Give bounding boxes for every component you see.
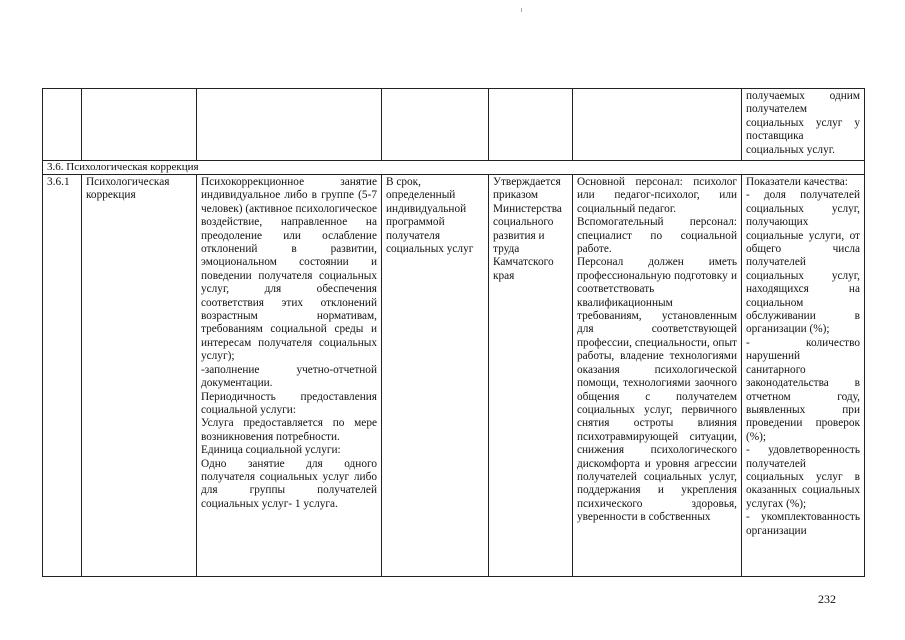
quality-paragraph: - количество нарушений санитарного законодательства в отчетном году, выявленных при проведении проверок (%);	[746, 336, 860, 443]
conditions-paragraph: Вспомогательный персонал: специалист по социальной работе.	[577, 216, 737, 256]
section-row	[43, 161, 865, 175]
description-paragraph: Психокоррекционное занятие индивидуальное либо в группе (5-7 человек) (активное психологическое воздействие, направленное на преодоление или ослабление отклонений в развитии, эмоциональном состоянии и поведении получателя социальных услуг, для обеспечения соответствия этих отклонений возрастным нормативам, требованиям социальной среды и интересам получателя социальных услуг);	[201, 176, 377, 363]
quality-paragraph: - удовлетворенность получателей социальных услуг в оказанных социальных услугах (%);	[746, 444, 860, 510]
cell-description-empty	[197, 89, 382, 161]
conditions-paragraph: Персонал должен иметь профессиональную подготовку и соответствовать квалификационным требованиям, установленным для соответствующей профессии, специальности, опыт работы, владение технологиями оказания психологической помощи, технологиями заочного общения с получателем социальных услуг, первичного снятия остроты влияния психотравмирующей ситуации, снижения психологического дискомфорта и уровня агрессии получателей социальных услуг, поддержания и укрепления психического здоровья, уверенности в собственных	[577, 256, 737, 524]
section-title: 3.6. Психологическая коррекция	[43, 161, 865, 175]
description-paragraph: Услуга предоставляется по мере возникновения потребности.	[201, 417, 377, 443]
page-number: 232	[818, 592, 836, 606]
cell-number-empty	[43, 89, 82, 161]
description-paragraph: -заполнение учетно-отчетной документации.	[201, 363, 377, 390]
quality-tail-text: получаемых одним получателем социальных услуг у поставщика социальных услуг.	[746, 90, 860, 156]
cell-conditions-empty	[573, 89, 742, 161]
scan-mark	[521, 8, 522, 12]
service-conditions	[573, 175, 742, 577]
service-price	[489, 175, 573, 577]
quality-paragraph: Показатели качества:	[746, 176, 848, 188]
cell-price-empty	[489, 89, 573, 161]
description-paragraph: Периодичность предоставления социальной услуги:	[201, 390, 377, 416]
continued-row	[43, 89, 865, 161]
conditions-paragraph: Основной персонал: психолог или педагог-психолог, или социальный педагог.	[577, 176, 737, 215]
description-paragraph: Единица социальной услуги:	[201, 444, 341, 457]
service-term	[382, 175, 489, 577]
services-table	[42, 88, 865, 577]
quality-paragraph: - укомплектованность организации	[746, 511, 860, 537]
cell-quality-continued	[742, 89, 865, 161]
service-name: Психологическая коррекция	[82, 175, 197, 577]
description-paragraph: Одно занятие для одного получателя социальных услуг либо для группы получателей социальных услуг- 1 услуга.	[201, 457, 377, 510]
row-number: 3.6.1	[43, 175, 82, 577]
price-text: Утверждается приказом Министерства социального развития и труда Камчатского края	[493, 176, 562, 282]
quality-paragraph: - доля получателей социальных услуг, получающих социальные услуги, от общего числа получателей социальных услуг, находящихся на социальном обслуживании в организации (%);	[746, 189, 860, 336]
term-text: В срок, определенный индивидуальной программой получателя социальных услуг	[386, 176, 474, 256]
cell-name-empty	[82, 89, 197, 161]
cell-term-empty	[382, 89, 489, 161]
service-row	[43, 175, 865, 577]
service-quality	[742, 175, 865, 577]
service-description	[197, 175, 382, 577]
